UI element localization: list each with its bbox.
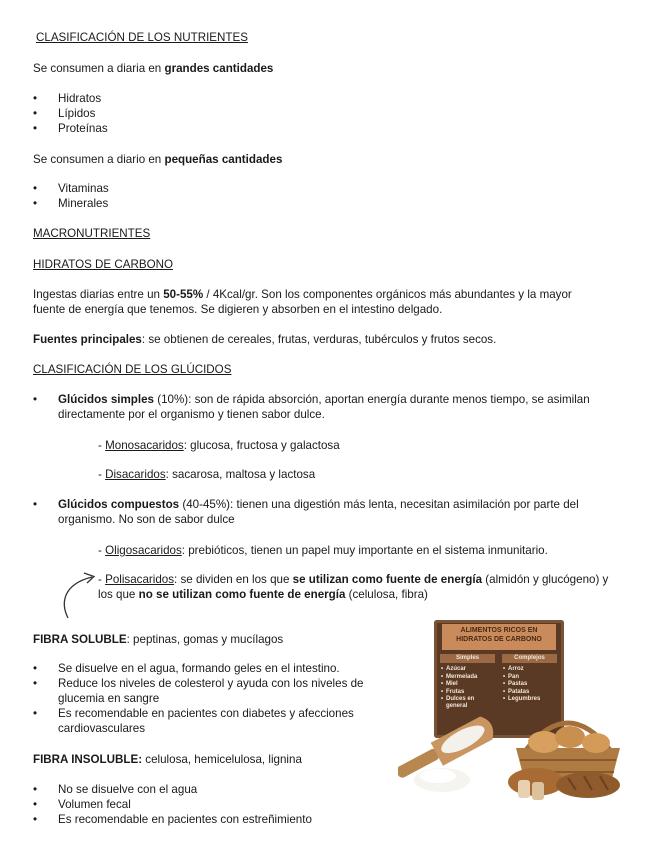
list-item: • Proteínas [33,121,623,136]
soluble-fiber-list [33,661,393,736]
simple-glucids-list [33,392,598,422]
intake-paragraph [33,287,593,317]
polysaccharides-text-3: (celulosa, fibra) [345,588,428,601]
list-item: • Es recomendable en pacientes con estreñimiento [33,812,393,827]
simple-glucids-label: Glúcidos simples [58,393,154,406]
column-item: • Pan [502,674,557,681]
oligosaccharides-term: Oligosacaridos [105,544,182,557]
column-item: • Arroz [502,666,557,673]
column-item: • Legumbres [502,696,557,703]
disaccharides-term: Disacaridos [105,468,166,481]
soluble-fiber-heading [33,632,393,647]
simple-glucids-item [33,392,598,422]
large-quantities-line [33,61,623,76]
monosaccharides-line [98,438,618,453]
polysaccharides-bold-1: se utilizan como fuente de energía [292,573,483,586]
compound-glucids-label: Glúcidos compuestos [58,498,180,511]
large-quantities-bold: grandes cantidades [164,62,274,75]
oligosaccharides-line [98,543,618,558]
column-item: • Dulces en general [440,696,495,711]
dash: - [98,544,106,557]
list-item: • Minerales [33,196,623,211]
column-item: • Patatas [502,689,557,696]
column-item: • Azúcar [440,666,495,673]
column-item: • Miel [440,681,495,688]
list-item: • Lípidos [33,106,623,121]
soluble-fiber-text: : peptinas, gomas y mucílagos [126,633,284,646]
oligosaccharides-text: : prebióticos, tienen un papel muy importante en el sistema inmunitario. [181,544,548,557]
compound-glucids-item [33,497,608,527]
polysaccharides-text-2: (almidón y glucógeno) y los que [98,573,609,601]
intake-percent: 50-55% [163,288,204,301]
complex-column-header: Complejos [502,654,557,663]
dash: - [98,573,106,586]
list-item: • Hidratos [33,91,623,106]
sources-paragraph [33,332,623,347]
glucids-heading: CLASIFICACIÓN DE LOS GLÚCIDOS [33,363,232,376]
monosaccharides-term: Monosacaridos [105,439,184,452]
dash: - [98,468,106,481]
monosaccharides-text: : glucosa, fructosa y galactosa [183,439,340,452]
column-item: • Mermelada [440,674,495,681]
large-quantities-list [33,91,623,136]
disaccharides-line [98,467,618,482]
column-item: • Frutas [440,689,495,696]
simple-column-header: Simples [440,654,495,663]
intake-prefix: Ingestas diarias entre un [33,288,164,301]
insoluble-fiber-label: FIBRA INSOLUBLE: [33,753,143,766]
disaccharides-text: : sacarosa, maltosa y lactosa [165,468,316,481]
soluble-fiber-label: FIBRA SOLUBLE [33,633,127,646]
small-quantities-prefix: Se consumen a diario en [33,153,165,166]
polysaccharides-term: Polisacaridos [105,573,175,586]
compound-glucids-text: (40-45%): tienen una digestión más lenta, necesitan asimilación por parte del organismo. No son de sabor dulce [58,498,579,526]
insoluble-fiber-heading [33,752,393,767]
macronutrients-heading: MACRONUTRIENTES [33,227,151,240]
list-item: • Volumen fecal [33,797,393,812]
compound-glucids-list [33,497,608,527]
list-item: • Vitaminas [33,181,623,196]
small-quantities-bold: pequeñas cantidades [164,153,283,166]
small-quantities-line [33,152,623,167]
list-item: • Se disuelve en el agua, formando geles en el intestino. [33,661,393,676]
carbohydrate-foods-infographic [398,620,626,802]
list-item: • Es recomendable en pacientes con diabetes y afecciones cardiovasculares [33,706,393,736]
carbohydrates-heading: HIDRATOS DE CARBONO [33,258,174,271]
polysaccharides-line [98,572,613,602]
sources-text: : se obtienen de cereales, frutas, verduras, tubérculos y frutos secos. [141,333,497,346]
sources-label: Fuentes principales [33,333,142,346]
insoluble-fiber-text: celulosa, hemicelulosa, lignina [142,753,302,766]
small-quantities-list [33,181,623,211]
intake-rest: / 4Kcal/gr. Son los componentes orgánicos más abundantes y la mayor fuente de energía que tenemos. Se digieren y absorben en el intestino delgado. [33,288,572,316]
large-quantities-prefix: Se consumen a diaria en [33,62,165,75]
page-title: CLASIFICACIÓN DE LOS NUTRIENTES [36,31,248,44]
polysaccharides-text-1: : se dividen en los que [174,573,293,586]
list-item: • Reduce los niveles de colesterol y ayuda con los niveles de glucemia en sangre [33,676,393,706]
simple-glucids-text: (10%): son de rápida absorción, aportan energía durante menos tiempo, se asimilan directamente por el organismo y tienen sabor dulce. [58,393,590,421]
insoluble-fiber-list [33,782,393,827]
dash: - [98,439,106,452]
curved-arrow-icon [58,568,102,622]
polysaccharides-bold-2: no se utilizan como fuente de energía [138,588,346,601]
infographic-title: ALIMENTOS RICOS EN HIDRATOS DE CARBONO [442,624,556,650]
list-item: • No se disuelve con el agua [33,782,393,797]
column-item: • Pastas [502,681,557,688]
food-illustration-icon [398,620,626,802]
